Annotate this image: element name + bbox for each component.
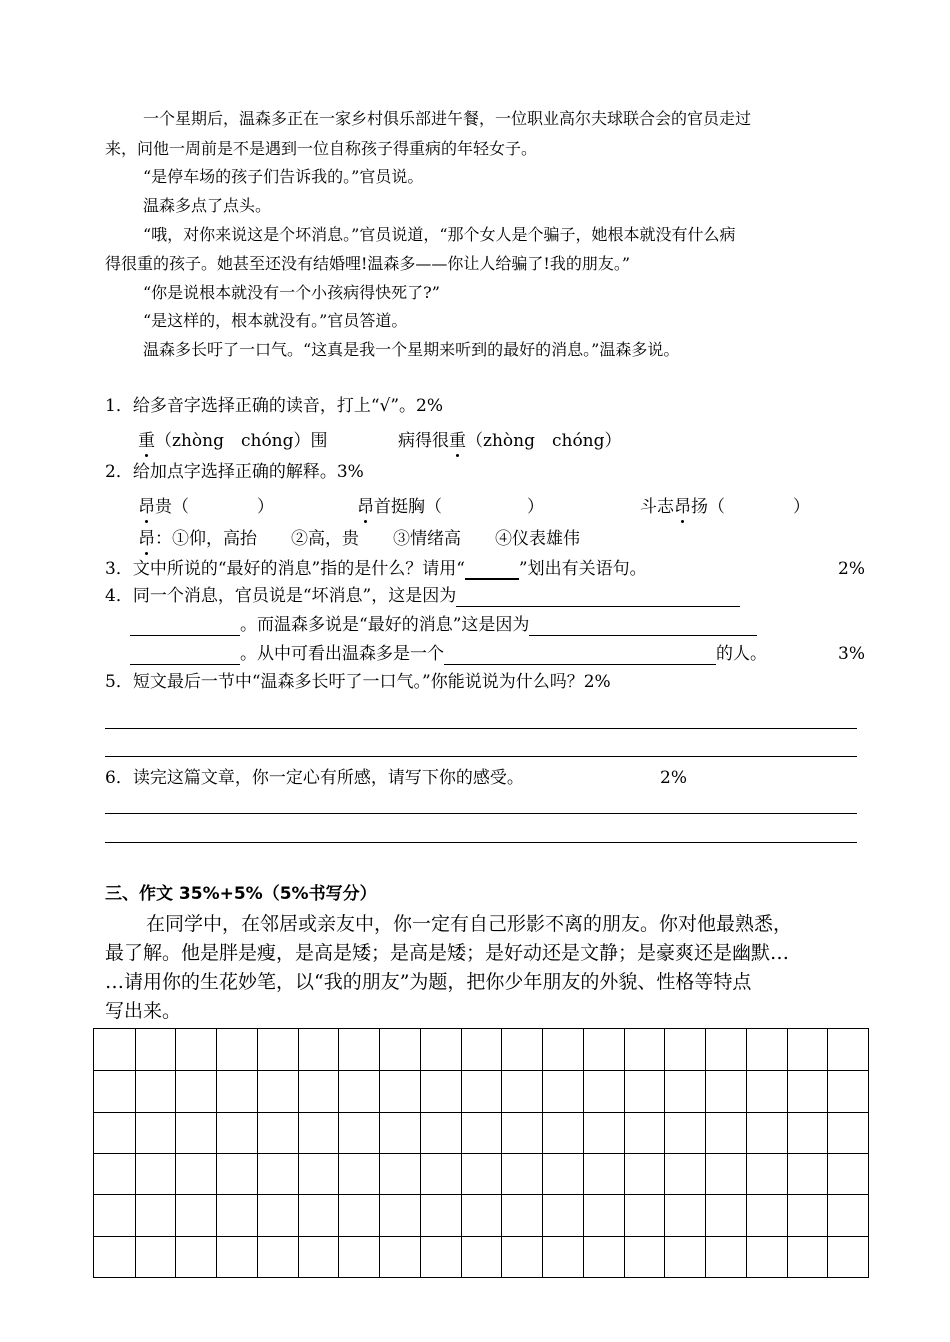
dotted-char: 昂: [138, 529, 155, 549]
word-prefix: 斗志: [640, 497, 674, 517]
passage-line: “是这样的，根本就没有。”官员答道。: [143, 311, 408, 330]
dotted-char: 昂: [138, 497, 155, 517]
question-4-line-3: [130, 643, 767, 665]
essay-prompt-line: 最了解。他是胖是瘦，是高是矮；是高是矮；是好动还是文静；是豪爽还是幽默…: [105, 942, 790, 964]
essay-prompt-line: 写出来。: [105, 1000, 182, 1022]
grid-row-line: [94, 1070, 868, 1071]
pinyin-choice: （zhòng chóng）围: [155, 431, 328, 451]
word-rest: 贵（ ）: [155, 497, 274, 517]
question-4-text: 。而温森多说是“最好的消息”这是因为: [240, 615, 530, 635]
grid-row-line: [94, 1112, 868, 1113]
dotted-char: 重: [449, 431, 466, 451]
question-4-text: 。从中可看出温森多是一个: [240, 644, 444, 664]
word-rest: 扬（ ）: [691, 497, 810, 517]
underline-sample: [465, 561, 519, 580]
answer-line[interactable]: [105, 728, 857, 729]
question-3-text: 3．文中所说的“最好的消息”指的是什么？请用“: [105, 559, 465, 579]
passage-line: 温森多点了点头。: [143, 196, 272, 215]
grid-row-line: [94, 1194, 868, 1195]
question-6: [105, 767, 524, 789]
question-2-definitions: [138, 528, 580, 550]
essay-prompt-line: 在同学中，在邻居或亲友中，你一定有自己形影不离的朋友。你对他最熟悉，: [146, 913, 793, 935]
answer-blank[interactable]: [444, 647, 716, 665]
question-2-word-2: [357, 496, 544, 518]
definitions-text: ：①仰，高抬 ②高，贵 ③情绪高 ④仪表雄伟: [155, 529, 580, 549]
check-mark-icon: √: [379, 396, 391, 416]
writing-grid[interactable]: [93, 1028, 869, 1278]
passage-line: 来，问他一周前是不是遇到一位自称孩子得重病的年轻女子。: [105, 139, 538, 158]
answer-blank[interactable]: [130, 647, 240, 665]
answer-line[interactable]: [105, 813, 857, 814]
passage-line: “你是说根本就没有一个小孩病得快死了?”: [143, 283, 440, 302]
question-4-line-1: [105, 585, 740, 607]
answer-line[interactable]: [105, 756, 857, 757]
question-5: 5．短文最后一节中“温森多长吁了一口气。”你能说说为什么吗？2%: [105, 672, 611, 692]
question-1-option-2: [398, 430, 622, 452]
question-6-score: 2%: [660, 768, 687, 788]
question-2: 2．给加点字选择正确的解释。3%: [105, 462, 364, 482]
grid-row-line: [94, 1153, 868, 1154]
passage-line: “哦，对你来说这是个坏消息。”官员说道，“那个女人是个骗子，她根本就没有什么病: [143, 225, 736, 244]
grid-row-line: [94, 1236, 868, 1237]
question-1-score: ”。2%: [390, 396, 444, 416]
word-prefix: 病得很: [398, 431, 449, 451]
passage-line: “是停车场的孩子们告诉我的。”官员说。: [143, 167, 424, 186]
answer-blank[interactable]: [529, 618, 757, 636]
passage-line: 得很重的孩子。她甚至还没有结婚哩!温森多——你让人给骗了!我的朋友。”: [105, 254, 631, 273]
essay-prompt-line: …请用你的生花妙笔，以“我的朋友”为题，把你少年朋友的外貌、性格等特点: [105, 971, 752, 993]
question-1-text: 1．给多音字选择正确的读音，打上“: [105, 396, 380, 416]
answer-blank[interactable]: [130, 618, 240, 636]
question-4-text: 4．同一个消息，官员说是“坏消息”，这是因为: [105, 586, 457, 606]
question-3: [105, 558, 647, 580]
essay-heading: 三、作文 35%+5%（5%书写分）: [105, 884, 377, 904]
passage-line: 一个星期后，温森多正在一家乡村俱乐部进午餐，一位职业高尔夫球联合会的官员走过: [143, 109, 752, 128]
dotted-char: 昂: [674, 497, 691, 517]
question-3-score: 2%: [838, 559, 865, 579]
question-2-word-3: [640, 496, 810, 518]
word-rest: 首挺胸（ ）: [374, 497, 544, 517]
question-4-line-2: [130, 614, 757, 636]
dotted-char: 昂: [357, 497, 374, 517]
question-4-text-end: 的人。: [716, 644, 767, 664]
pinyin-choice: （zhòng chóng）: [466, 431, 622, 451]
question-2-word-1: [138, 496, 274, 518]
question-6-text: 6．读完这篇文章，你一定心有所感，请写下你的感受。: [105, 768, 524, 788]
answer-blank[interactable]: [456, 589, 740, 607]
question-4-score: 3%: [838, 644, 865, 664]
passage-line: 温森多长吁了一口气。“这真是我一个星期来听到的最好的消息。”温森多说。: [143, 340, 680, 359]
dotted-char: 重: [138, 431, 155, 451]
question-1: [105, 395, 443, 417]
question-3-text-end: ”划出有关语句。: [518, 559, 647, 579]
question-1-option-1: [138, 430, 328, 452]
answer-line[interactable]: [105, 842, 857, 843]
